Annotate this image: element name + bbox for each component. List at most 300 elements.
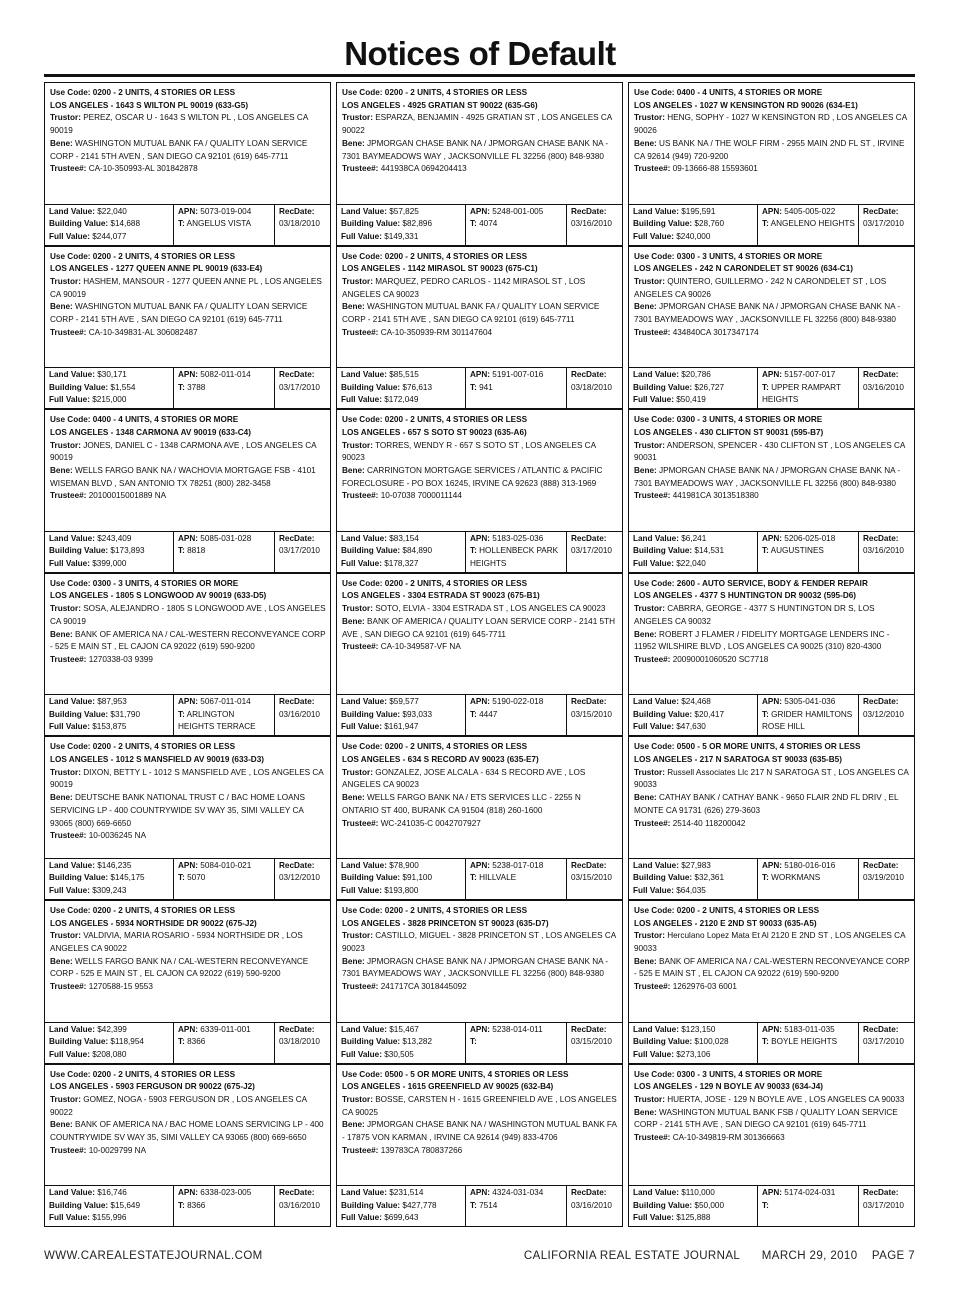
land-value: $16,746: [97, 1188, 127, 1198]
apn: 5183-011-035: [784, 1024, 835, 1034]
apn-line: [178, 206, 272, 219]
tract-line: [762, 873, 820, 882]
land-value: $85,515: [389, 370, 419, 380]
values-cell: [337, 368, 465, 408]
apn: 5190-022-018: [492, 697, 544, 707]
recdate-label-line: [571, 696, 620, 709]
recdate-label-line: [863, 1024, 912, 1037]
building-value: $118,954: [110, 1037, 144, 1047]
address-line: [342, 754, 618, 767]
building-value-line: [341, 382, 463, 395]
value-strip: [45, 367, 330, 408]
tract-line: [470, 383, 493, 392]
use-code-label: Use Code:: [634, 905, 675, 915]
apn-cell: [173, 695, 274, 735]
bene-line: [342, 1119, 618, 1144]
trustor-label: Trustor:: [634, 1094, 665, 1104]
apn-cell: [465, 532, 566, 572]
trustee-number-label: Trustee#:: [50, 831, 87, 841]
full-value-label: Full Value:: [341, 885, 382, 895]
beneficiary-label: Bene:: [342, 616, 365, 626]
building-value: $1,554: [110, 382, 136, 392]
apn-label: APN:: [762, 1188, 783, 1198]
trustee-number-label: Trustee#:: [50, 327, 87, 337]
recdate-label: RecDate:: [279, 533, 315, 543]
land-value-line: [49, 696, 171, 709]
tract-label: T:: [470, 382, 477, 392]
building-value: $26,727: [694, 382, 725, 392]
address-line: [50, 1081, 326, 1094]
building-value-line: [341, 545, 463, 558]
notice-card: [336, 573, 623, 737]
full-value-label: Full Value:: [341, 395, 382, 405]
notice-info: [337, 1065, 622, 1186]
beneficiary: CARRINGTON MORTGAGE SERVICES / ATLANTIC & PACIFIC FORECLOSURE - PO BOX 16245, IRVINE CA 92623 (888) 313-1969: [342, 466, 603, 488]
tract-label: T:: [470, 546, 477, 556]
beneficiary-label: Bene:: [342, 956, 365, 966]
full-value: $699,643: [384, 1213, 419, 1223]
notice-card: [44, 82, 331, 246]
notice-info: [629, 901, 914, 1022]
recdate-cell: [858, 368, 914, 408]
trustor-label: Trustor:: [634, 604, 665, 614]
property-address: LOS ANGELES - 634 S RECORD AV 90023 (635-E7): [342, 755, 539, 765]
trustor: SOTO, ELVIA - 3304 ESTRADA ST , LOS ANGELES CA 90023: [375, 604, 606, 614]
apn-line: [762, 533, 856, 546]
trustor-label: Trustor:: [634, 767, 665, 777]
trustor: ESPARZA, BENJAMIN - 4925 GRATIAN ST , LOS ANGELES CA 90022: [342, 113, 612, 136]
property-address: LOS ANGELES - 1277 QUEEN ANNE PL 90019 (633-E4): [50, 264, 263, 274]
tract-line: [762, 383, 841, 405]
apn-line: [762, 860, 856, 873]
notice-info: [45, 574, 330, 695]
use-code-label: Use Code:: [50, 905, 91, 915]
recdate-cell: [274, 859, 330, 899]
recdate-cell: [566, 695, 622, 735]
use-code-label: Use Code:: [50, 1069, 91, 1079]
use-code-label: Use Code:: [634, 415, 675, 425]
trustee-number-label: Trustee#:: [342, 164, 379, 174]
land-value: $195,591: [681, 206, 716, 216]
recdate: 03/18/2010: [279, 219, 320, 229]
value-strip: [629, 858, 914, 899]
values-cell: [337, 1186, 465, 1226]
tract-line: [178, 873, 205, 882]
beneficiary-label: Bene:: [50, 466, 73, 475]
recdate: 03/17/2010: [279, 546, 320, 556]
trustee-number: 20100015001889 NA: [88, 491, 167, 501]
full-value: $178,327: [384, 558, 419, 568]
beneficiary: WELLS FARGO BANK NA / CAL-WESTERN RECONVEYANCE CORP - 525 E MAIN ST , EL CAJON CA 92022 (619) 590-9200: [50, 956, 309, 979]
recdate-label: RecDate:: [571, 206, 607, 216]
use-code-label: Use Code:: [634, 1069, 675, 1079]
apn-cell: [173, 205, 274, 245]
apn-line: [762, 696, 856, 709]
recdate: 03/16/2010: [279, 1200, 320, 1210]
use-code-line: [342, 578, 618, 591]
trustee-line: [50, 327, 326, 340]
address-line: [342, 263, 618, 276]
recdate-label-line: [279, 533, 328, 546]
full-value-label: Full Value:: [341, 231, 382, 241]
notice-info: [629, 737, 914, 858]
use-code-line: [634, 905, 910, 918]
tract-label: T:: [178, 219, 185, 229]
property-address: LOS ANGELES - 1142 MIRASOL ST 90023 (675-C1): [342, 264, 538, 274]
land-value-line: [341, 696, 463, 709]
land-value: $42,399: [97, 1024, 127, 1034]
footer-site: WWW.CAREALESTATEJOURNAL.COM: [44, 1250, 263, 1262]
notice-info: [45, 1065, 330, 1186]
recdate-cell: [858, 1186, 914, 1226]
use-code: 0200 - 2 UNITS, 4 STORIES OR LESS: [92, 251, 236, 261]
trustor-label: Trustor:: [50, 440, 81, 450]
trustee-number-label: Trustee#:: [342, 327, 379, 337]
recdate: 03/17/2010: [571, 546, 612, 556]
notice-info: [629, 410, 914, 531]
tract-label: T:: [762, 873, 769, 883]
recdate-label: RecDate:: [279, 370, 315, 380]
recdate-label: RecDate:: [863, 533, 899, 543]
beneficiary-label: Bene:: [634, 302, 657, 312]
trustor-line: [342, 930, 618, 955]
trustor-line: [50, 930, 326, 955]
full-value-line: [633, 558, 755, 571]
notice-info: [45, 83, 330, 204]
trustee-line: [342, 981, 618, 994]
full-value: $47,630: [676, 722, 706, 732]
tract: ANGELUS VISTA: [186, 219, 252, 229]
trustor-line: [634, 112, 910, 137]
land-value-label: Land Value:: [341, 206, 387, 216]
land-value-label: Land Value:: [49, 1024, 95, 1034]
building-value: $28,760: [694, 219, 725, 229]
trustor-line: [50, 603, 326, 628]
trustor-line: [634, 930, 910, 955]
use-code: 2600 - AUTO SERVICE, BODY & FENDER REPAIR: [676, 578, 868, 588]
building-value-label: Building Value:: [633, 546, 693, 556]
land-value-label: Land Value:: [633, 1188, 679, 1198]
recdate-label-line: [571, 369, 620, 382]
address-line: [342, 1081, 618, 1094]
trustee-number-label: Trustee#:: [634, 327, 671, 337]
bene-line: [342, 792, 618, 817]
land-value: $30,171: [97, 370, 127, 380]
trustee-number-label: Trustee#:: [342, 642, 379, 652]
land-value: $59,577: [389, 697, 419, 707]
value-strip: [337, 367, 622, 408]
full-value: $208,080: [92, 1049, 127, 1059]
land-value-label: Land Value:: [49, 1188, 95, 1198]
building-value-label: Building Value:: [49, 382, 109, 392]
land-value: $6,241: [681, 533, 707, 543]
full-value-label: Full Value:: [49, 722, 90, 732]
notice-info: [629, 574, 914, 695]
building-value-label: Building Value:: [341, 382, 401, 392]
value-strip: [45, 1185, 330, 1226]
recdate-cell: [858, 859, 914, 899]
trustor: Herculano Lopez Mata Et Al 2120 E 2ND ST , LOS ANGELES CA 90033: [634, 931, 906, 954]
trustor-label: Trustor:: [342, 440, 373, 450]
apn-cell: [173, 1186, 274, 1226]
building-value: $76,613: [402, 382, 433, 392]
value-strip: [337, 1022, 622, 1063]
land-value: $123,150: [681, 1024, 716, 1034]
apn-label: APN:: [470, 1188, 491, 1198]
recdate-label: RecDate:: [279, 1188, 315, 1198]
building-value-label: Building Value:: [341, 1037, 401, 1047]
beneficiary-label: Bene:: [50, 956, 73, 966]
apn-line: [470, 206, 564, 219]
footer-publication: CALIFORNIA REAL ESTATE JOURNAL: [523, 1250, 741, 1262]
recdate-cell: [566, 859, 622, 899]
building-value: $91,100: [402, 873, 433, 883]
apn-cell: [757, 205, 858, 245]
land-value-label: Land Value:: [341, 697, 387, 707]
full-value: $64,035: [676, 885, 706, 895]
full-value: $125,888: [676, 1213, 711, 1223]
recdate-label: RecDate:: [279, 206, 315, 216]
full-value-label: Full Value:: [49, 885, 90, 895]
land-value: $24,468: [681, 697, 711, 707]
notice-card: [44, 246, 331, 410]
trustor: BOSSE, CARSTEN H - 1615 GREENFIELD AVE , LOS ANGELES CA 90025: [342, 1094, 617, 1117]
apn: 5180-016-016: [784, 860, 836, 870]
building-value-line: [49, 1200, 171, 1213]
values-cell: [337, 532, 465, 572]
use-code-label: Use Code:: [342, 251, 383, 261]
property-address: LOS ANGELES - 3828 PRINCETON ST 90023 (635-D7): [342, 918, 549, 928]
use-code-label: Use Code:: [634, 251, 675, 261]
address-line: [342, 918, 618, 931]
full-value-line: [341, 885, 463, 898]
building-value-label: Building Value:: [341, 873, 401, 883]
footer-info: [524, 1250, 915, 1262]
trustee-number-label: Trustee#:: [342, 491, 379, 501]
recdate: 03/17/2010: [863, 219, 904, 229]
use-code-line: [634, 578, 910, 591]
beneficiary: WELLS FARGO BANK NA / ETS SERVICES LLC - 2255 N ONTARIO ST 400, BURANK CA 91504 (818) 260-1600: [342, 793, 581, 815]
apn-label: APN:: [470, 697, 491, 707]
apn: 6338-023-005: [200, 1188, 252, 1198]
trustee-line: [342, 641, 618, 654]
trustor-line: [342, 440, 618, 465]
apn-line: [470, 860, 564, 873]
beneficiary: JPMORGAN CHASE BANK NA / JPMORGAN CHASE BANK NA - 7301 BAYMEADOWS WAY , JACKSONVILLE FL 32256 (800) 848-9380: [634, 302, 901, 325]
beneficiary: WELLS FARGO BANK NA / WACHOVIA MORTGAGE FSB - 4101 WISEMAN BLVD , SAN ANTONIO TX 78251 (800) 282-3458: [50, 466, 316, 488]
building-value-label: Building Value:: [341, 546, 401, 556]
address-line: [634, 427, 910, 440]
trustee-number: 1270588-15 9553: [88, 982, 153, 992]
beneficiary: BANK OF AMERICA / QUALITY LOAN SERVICE CORP - 2141 5TH AVE , SAN DIEGO CA 92101 (619) 645-7711: [342, 616, 616, 639]
trustee-line: [342, 327, 618, 340]
property-address: LOS ANGELES - 1012 S MANSFIELD AV 90019 (633-D3): [50, 755, 264, 765]
apn-label: APN:: [178, 860, 199, 870]
building-value-label: Building Value:: [633, 1037, 693, 1047]
use-code: 0200 - 2 UNITS, 4 STORIES OR LESS: [384, 742, 528, 752]
building-value: $427,778: [402, 1200, 437, 1210]
recdate-label-line: [571, 860, 620, 873]
property-address: LOS ANGELES - 1348 CARMONA AV 90019 (633-C4): [50, 427, 251, 437]
use-code-line: [634, 251, 910, 264]
use-code: 0200 - 2 UNITS, 4 STORIES OR LESS: [92, 88, 236, 97]
apn: 5191-007-016: [492, 370, 544, 380]
value-strip: [629, 204, 914, 245]
trustee-number: 139783CA 780837266: [380, 1145, 463, 1155]
apn-cell: [757, 1186, 858, 1226]
tract-label: T:: [470, 709, 477, 719]
values-cell: [45, 859, 173, 899]
use-code-line: [634, 87, 910, 100]
land-value: $83,154: [389, 533, 419, 543]
property-address: LOS ANGELES - 129 N BOYLE AV 90033 (634-J4): [634, 1082, 823, 1092]
full-value-label: Full Value:: [49, 231, 90, 241]
apn: 5206-025-018: [784, 533, 836, 543]
full-value-line: [49, 1212, 171, 1225]
use-code-line: [50, 1069, 326, 1082]
recdate-label-line: [279, 696, 328, 709]
trustor-line: [634, 767, 910, 792]
apn-label: APN:: [762, 697, 783, 707]
beneficiary: BANK OF AMERICA NA / BAC HOME LOANS SERVICING LP - 400 COUNTRYWIDE SV WAY 35, SIMI VALLEY CA 93065 (800) 669-6650: [50, 1120, 324, 1143]
address-line: [634, 754, 910, 767]
trustee-line: [50, 1145, 326, 1158]
trustor-line: [634, 276, 910, 301]
land-value-line: [633, 860, 755, 873]
recdate-label: RecDate:: [571, 860, 607, 870]
use-code: 0300 - 3 UNITS, 4 STORIES OR MORE: [92, 578, 239, 588]
apn-line: [470, 1024, 564, 1037]
recdate: 03/16/2010: [863, 382, 904, 392]
use-code-line: [634, 414, 910, 427]
land-value: $22,040: [97, 206, 127, 216]
property-address: LOS ANGELES - 5934 NORTHSIDE DR 90022 (675-J2): [50, 918, 257, 928]
trustee-number: CA-10-349819-RM 301366663: [672, 1133, 785, 1143]
tract-line: [470, 873, 516, 882]
land-value: $87,953: [97, 697, 127, 707]
trustor: MARQUEZ, PEDRO CARLOS - 1142 MIRASOL ST , LOS ANGELES CA 90023: [342, 277, 586, 299]
recdate-label-line: [571, 1024, 620, 1037]
building-value-line: [633, 872, 755, 885]
trustee-line: [634, 490, 910, 503]
apn-label: APN:: [178, 370, 199, 380]
use-code-line: [50, 251, 326, 264]
value-strip: [337, 694, 622, 735]
trustor-line: [50, 767, 326, 792]
full-value-label: Full Value:: [49, 395, 90, 405]
building-value-label: Building Value:: [49, 219, 109, 229]
trustor-label: Trustor:: [634, 113, 665, 123]
full-value-line: [49, 558, 171, 571]
apn-line: [762, 1024, 856, 1037]
land-value: $146,235: [97, 860, 132, 870]
trustor: GOMEZ, NOGA - 5903 FERGUSON DR , LOS ANGELES CA 90022: [50, 1094, 307, 1117]
trustor: VALDIVIA, MARIA ROSARIO - 5934 NORTHSIDE DR , LOS ANGELES CA 90022: [50, 931, 303, 954]
tract-line: [178, 546, 205, 555]
land-value-line: [49, 206, 171, 219]
recdate: 03/18/2010: [279, 1037, 320, 1047]
use-code: 0500 - 5 OR MORE UNITS, 4 STORIES OR LESS: [384, 1069, 569, 1079]
trustee-number: 241717CA 3018445092: [380, 982, 467, 992]
use-code-line: [342, 414, 618, 427]
recdate-cell: [274, 368, 330, 408]
full-value: $155,996: [92, 1213, 127, 1223]
value-strip: [629, 367, 914, 408]
recdate: 03/16/2010: [571, 219, 612, 229]
notice-card: [336, 409, 623, 573]
recdate-label: RecDate:: [863, 370, 899, 380]
full-value-line: [49, 394, 171, 407]
bene-line: [634, 956, 910, 981]
trustee-number: 434840CA 3017347174: [672, 327, 759, 337]
value-strip: [337, 858, 622, 899]
beneficiary-label: Bene:: [50, 1120, 73, 1130]
address-line: [50, 918, 326, 931]
values-cell: [337, 1023, 465, 1063]
trustee-number: 10-0029799 NA: [88, 1145, 147, 1155]
land-value-label: Land Value:: [49, 370, 95, 380]
tract-line: [178, 219, 251, 228]
trustee-line: [50, 981, 326, 994]
building-value-label: Building Value:: [49, 873, 109, 883]
use-code-line: [50, 414, 326, 427]
notice-card: [628, 409, 915, 573]
land-value-label: Land Value:: [633, 1024, 679, 1034]
trustor: PEREZ, OSCAR U - 1643 S WILTON PL , LOS ANGELES CA 90019: [50, 113, 308, 136]
trustor-label: Trustor:: [50, 1094, 81, 1104]
tract-line: [762, 1037, 837, 1046]
use-code-label: Use Code:: [634, 88, 675, 97]
recdate-label-line: [863, 206, 912, 219]
page-title: Notices of Default: [344, 35, 616, 72]
full-value-line: [633, 1049, 755, 1062]
bene-line: [50, 956, 326, 981]
value-strip: [45, 531, 330, 572]
trustor-label: Trustor:: [634, 931, 665, 941]
tract: AUGUSTINES: [770, 546, 824, 556]
recdate: 03/15/2010: [571, 1037, 612, 1047]
use-code: 0200 - 2 UNITS, 4 STORIES OR LESS: [92, 1069, 236, 1079]
full-value-label: Full Value:: [49, 1213, 90, 1223]
tract: WORKMANS: [771, 873, 821, 883]
full-value: $153,875: [92, 722, 127, 732]
notice-info: [337, 410, 622, 531]
recdate: 03/17/2010: [279, 382, 320, 392]
tract-line: [762, 546, 824, 555]
apn-line: [762, 369, 856, 382]
use-code: 0300 - 3 UNITS, 4 STORIES OR MORE: [676, 415, 823, 425]
notice-card: [44, 736, 331, 900]
notice-card: [336, 1064, 623, 1228]
use-code-label: Use Code:: [342, 578, 383, 588]
trustor: JONES, DANIEL C - 1348 CARMONA AVE , LOS ANGELES CA 90019: [50, 440, 317, 463]
full-value-line: [49, 885, 171, 898]
notice-card: [628, 246, 915, 410]
recdate: 03/17/2010: [863, 1037, 904, 1047]
full-value-line: [341, 394, 463, 407]
full-value-label: Full Value:: [633, 722, 674, 732]
beneficiary: WASHINGTON MUTUAL BANK FA / QUALITY LOAN SERVICE CORP - 2141 5TH AVEN , SAN DIEGO CA 92101 (619) 645-7711: [50, 138, 308, 161]
land-value: $231,514: [389, 1188, 424, 1198]
trustor-line: [50, 440, 326, 465]
apn-cell: [465, 368, 566, 408]
beneficiary: JPMORGAN CHASE BANK NA / JPMORGAN CHASE BANK NA - 7301 BAYMEADOWS WAY , JACKSONVILLE FL 32256 (800) 848-9380: [342, 138, 609, 161]
beneficiary-label: Bene:: [634, 956, 657, 966]
recdate-cell: [858, 532, 914, 572]
trustee-number-label: Trustee#:: [342, 1145, 379, 1155]
property-address: LOS ANGELES - 1643 S WILTON PL 90019 (633-G5): [50, 100, 249, 110]
recdate-label: RecDate:: [863, 1024, 899, 1034]
